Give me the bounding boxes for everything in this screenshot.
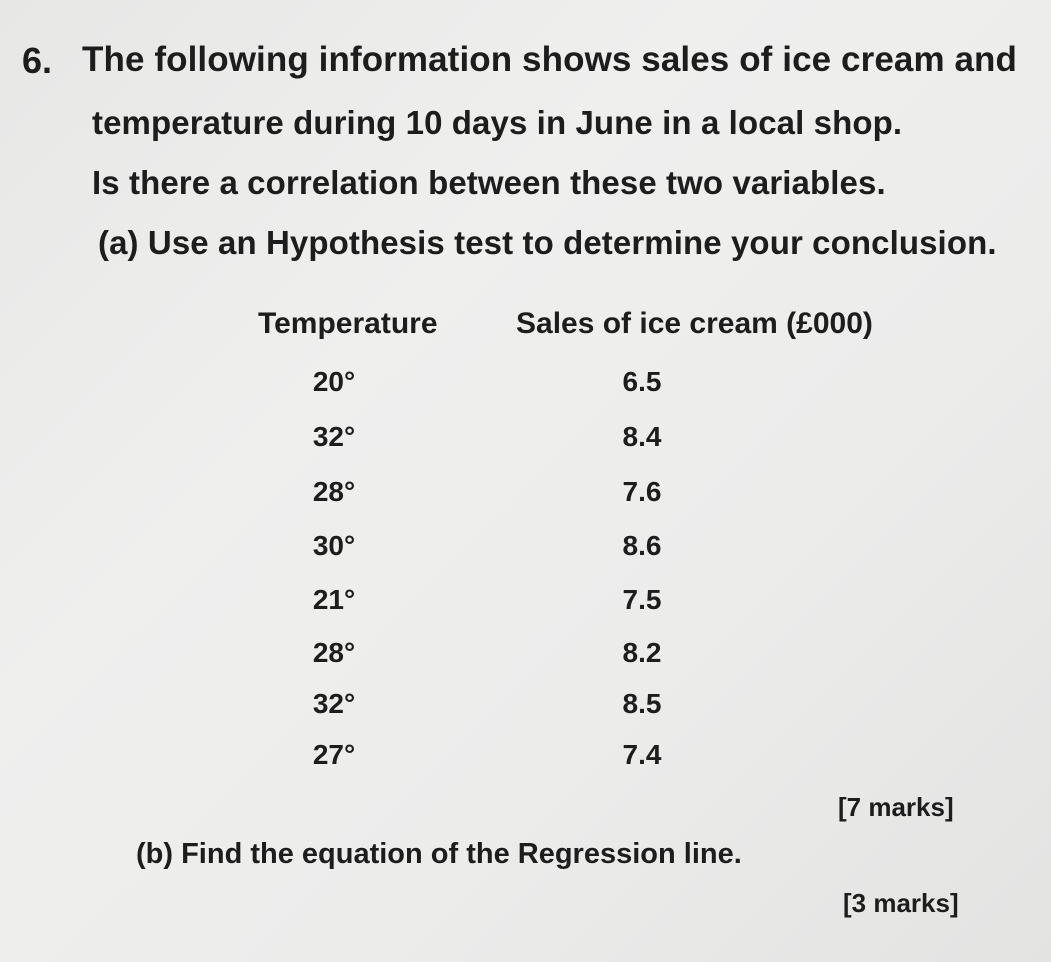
table-cell-temperature: 21° [312, 584, 356, 615]
table-cell-sales: 7.4 [622, 739, 662, 770]
table-cell-temperature: 28° [312, 476, 356, 507]
table-cell-sales: 8.2 [622, 637, 662, 668]
table-header-temperature: Temperature [258, 307, 438, 340]
question-line-3: Is there a correlation between these two variables. [92, 164, 886, 201]
table-header-sales: Sales of ice cream (£000) [516, 307, 873, 340]
question-line-1: The following information shows sales of ice cream and [82, 40, 1018, 79]
table-cell-sales: 8.4 [622, 421, 662, 452]
table-cell-sales: 8.5 [622, 688, 662, 719]
table-cell-sales: 7.6 [622, 476, 662, 507]
question-part-a: (a) Use an Hypothesis test to determine your conclusion. [98, 224, 997, 261]
table-cell-temperature: 32° [312, 421, 356, 452]
table-cell-temperature: 30° [312, 530, 356, 561]
question-number: 6. [22, 40, 53, 81]
table-cell-sales: 8.6 [622, 530, 662, 561]
table-cell-temperature: 27° [312, 739, 356, 770]
table-cell-sales: 7.5 [622, 584, 662, 615]
table-cell-sales: 6.5 [622, 366, 662, 397]
table-cell-temperature: 32° [312, 688, 356, 719]
table-cell-temperature: 20° [312, 366, 356, 397]
marks-part-a: [7 marks] [838, 792, 954, 822]
question-line-2: temperature during 10 days in June in a local shop. [92, 104, 903, 141]
table-cell-temperature: 28° [312, 637, 356, 668]
marks-part-b: [3 marks] [843, 888, 959, 918]
question-part-b: (b) Find the equation of the Regression line. [136, 838, 742, 870]
